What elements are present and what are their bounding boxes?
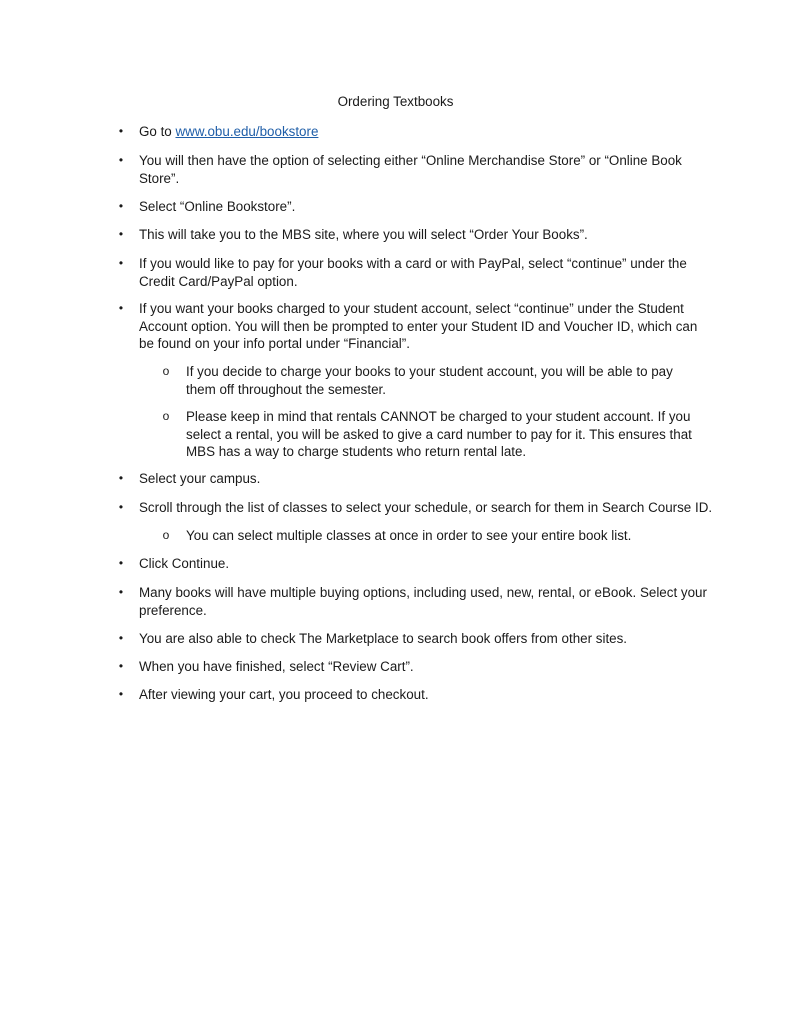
bullet-icon: • [118,153,124,167]
list-item [118,198,709,216]
sub-list-item-text: You can select multiple classes at once in order to see your entire book list. [186,528,632,543]
list-item-text: Click Continue. [139,556,230,571]
document-title: Ordering Textbooks [337,94,454,109]
list-item [118,470,709,488]
sub-list-item-text: Please keep in mind that rentals CANNOT be charged to your student account. If you select a rental, you will be asked to give a card number to pay for it. This ensures that MBS has a way to charge students who return rental late. [186,409,692,459]
bullet-icon: • [118,124,124,138]
list-item [118,584,709,619]
list-item [118,255,709,290]
bullet-icon: • [118,556,124,570]
bullet-icon: • [118,301,124,315]
bullet-icon: • [118,585,124,599]
sub-list-item-text: If you decide to charge your books to your student account, you will be able to pay them off throughout the semester. [186,364,673,397]
bullet-icon: • [118,500,124,514]
bookstore-link[interactable]: www.obu.edu/bookstore [175,124,319,139]
sub-bullet-icon: o [162,409,170,423]
list-item-text: Go to [139,124,176,139]
list-item-text: When you have finished, select “Review Cart”. [139,659,414,674]
list-item-text: Many books will have multiple buying options, including used, new, rental, or eBook. Select your preference. [139,585,707,618]
list-item-text: If you want your books charged to your student account, select “continue” under the Student Account option. You will then be prompted to enter your Student ID and Voucher ID, which can be found on your info portal under “Financial”. [139,301,698,351]
list-item [118,658,709,676]
sub-bullet-icon: o [162,364,170,378]
list-item-text: Select “Online Bookstore”. [139,199,296,214]
list-item [118,152,709,187]
list-item [118,686,709,704]
list-item [118,630,709,648]
list-item [118,123,709,141]
sub-list-item [162,527,706,545]
sub-list-item [162,363,706,398]
list-item [118,300,709,353]
list-item-text: After viewing your cart, you proceed to checkout. [139,687,429,702]
list-item [118,499,719,517]
list-item-text: You will then have the option of selecting either “Online Merchandise Store” or “Online Book Store”. [139,153,682,186]
bullet-icon: • [118,199,124,213]
sub-bullet-icon: o [162,528,170,542]
list-item-text: Select your campus. [139,471,261,486]
bullet-icon: • [118,631,124,645]
bullet-icon: • [118,687,124,701]
bullet-icon: • [118,659,124,673]
sub-list-item [162,408,706,461]
list-item [118,555,709,573]
bullet-icon: • [118,471,124,485]
bullet-icon: • [118,256,124,270]
list-item-text: Scroll through the list of classes to select your schedule, or search for them in Search Course ID. [139,500,713,515]
list-item-text: You are also able to check The Marketplace to search book offers from other sites. [139,631,628,646]
list-item-text: This will take you to the MBS site, where you will select “Order Your Books”. [139,227,588,242]
bullet-icon: • [118,227,124,241]
list-item-text: If you would like to pay for your books with a card or with PayPal, select “continue” under the Credit Card/PayPal option. [139,256,687,289]
list-item [118,226,709,244]
